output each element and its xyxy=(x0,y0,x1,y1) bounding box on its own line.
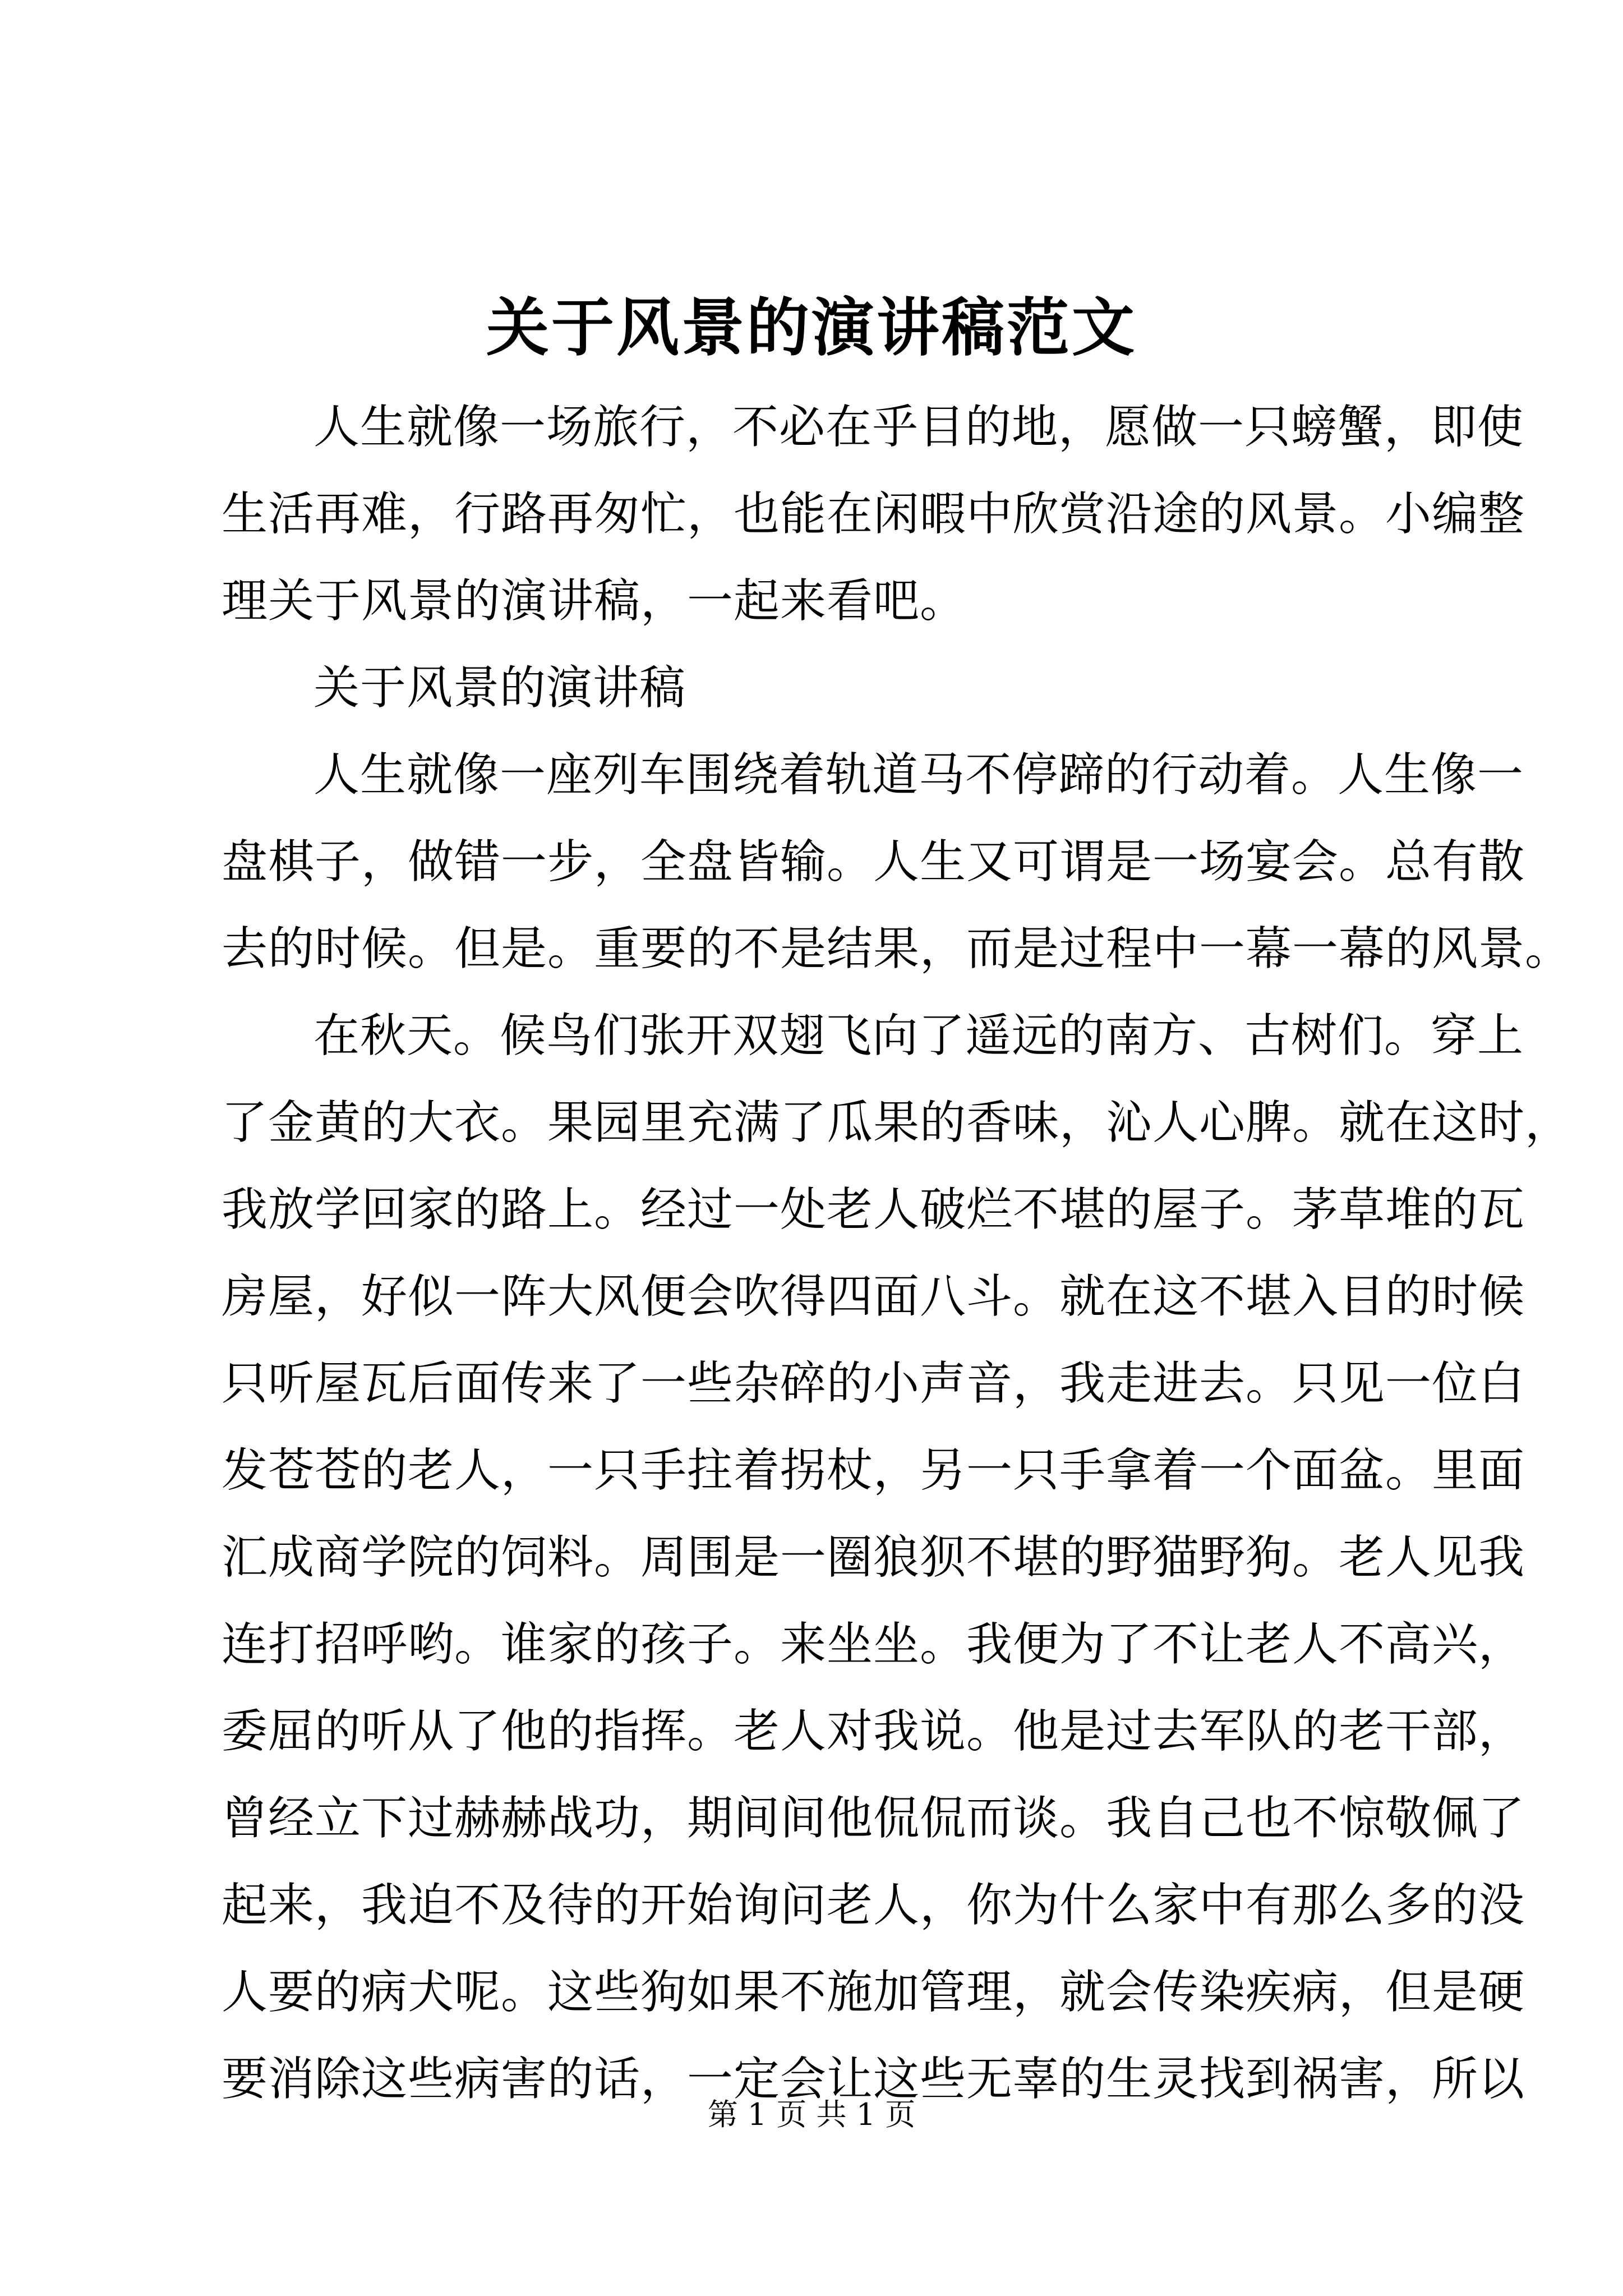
page-number-footer: 第 1 页 共 1 页 xyxy=(707,2097,916,2132)
document-title: 关于风景的演讲稿范文 xyxy=(486,291,1137,365)
paragraph-line: 连打招呼哟。谁家的孩子。来坐坐。我便为了不让老人不高兴， xyxy=(222,1618,1525,1671)
paragraph-line: 只听屋瓦后面传来了一些杂碎的小声音，我走进去。只见一位白 xyxy=(222,1357,1525,1410)
paragraph-line: 要消除这些病害的话，一定会让这些无辜的生灵找到祸害，所以 xyxy=(222,2053,1525,2106)
paragraph-line: 委屈的听从了他的指挥。老人对我说。他是过去军队的老干部， xyxy=(222,1705,1525,1758)
paragraph-line: 发苍苍的老人，一只手拄着拐杖，另一只手拿着一个面盆。里面 xyxy=(222,1444,1525,1497)
paragraph-line: 汇成商学院的饲料。周围是一圈狼狈不堪的野猫野狗。老人见我 xyxy=(222,1531,1525,1584)
paragraph-line: 理关于风景的演讲稿，一起来看吧。 xyxy=(222,574,967,628)
paragraph-line: 在秋天。候鸟们张开双翅飞向了遥远的南方、古树们。穿上 xyxy=(313,1009,1524,1062)
paragraph-line: 盘棋子，做错一步，全盘皆输。人生又可谓是一场宴会。总有散 xyxy=(222,835,1525,889)
paragraph-line: 人要的病犬呢。这些狗如果不施加管理，就会传染疾病，但是硬 xyxy=(222,1966,1525,2019)
section-heading: 关于风景的演讲稿 xyxy=(313,661,686,715)
paragraph-line: 起来，我迫不及待的开始询问老人，你为什么家中有那么多的没 xyxy=(222,1879,1525,1932)
document-body xyxy=(222,384,1572,2123)
paragraph-line: 人生就像一座列车围绕着轨道马不停蹄的行动着。人生像一 xyxy=(313,748,1524,802)
paragraph-line: 曾经立下过赫赫战功，期间间他侃侃而谈。我自己也不惊敬佩了 xyxy=(222,1792,1525,1845)
paragraph-line: 了金黄的大衣。果园里充满了瓜果的香味，沁人心脾。就在这时， xyxy=(222,1096,1572,1149)
paragraph-line: 生活再难，行路再匆忙，也能在闲暇中欣赏沿途的风景。小编整 xyxy=(222,487,1525,541)
paragraph-line: 房屋，好似一阵大风便会吹得四面八斗。就在这不堪入目的时候 xyxy=(222,1270,1525,1323)
paragraph-line: 我放学回家的路上。经过一处老人破烂不堪的屋子。茅草堆的瓦 xyxy=(222,1183,1525,1236)
paragraph-line: 去的时候。但是。重要的不是结果，而是过程中一幕一幕的风景。 xyxy=(222,922,1572,976)
paragraph-line: 人生就像一场旅行，不必在乎目的地，愿做一只螃蟹，即使 xyxy=(313,401,1524,454)
